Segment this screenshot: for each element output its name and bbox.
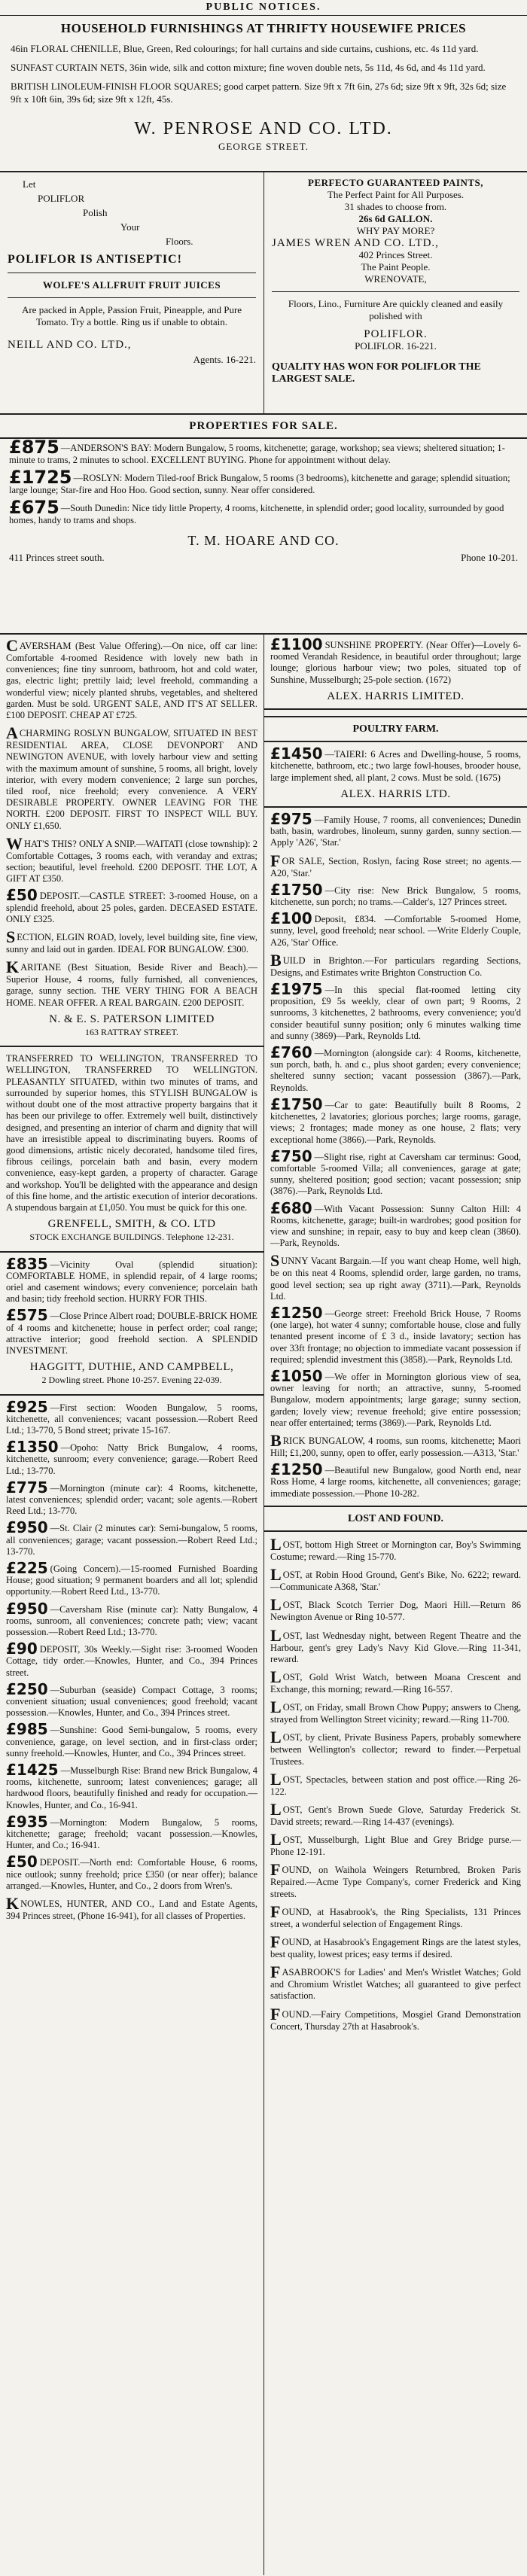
- listing-price: £950: [6, 1518, 48, 1537]
- property-listing: [6, 1254, 257, 1305]
- listing-initial: F: [270, 1932, 281, 1952]
- listing-text: —City rise: New Brick Bungalow, 5 rooms, kitchenette, sun porch; no trams.—Calder's, 127 Princes street.: [270, 885, 521, 908]
- left-column: [0, 635, 264, 2575]
- listing-text: UNNY Vacant Bargain.—If you want cheap Home, well high, be on this neat 4 Rooms, splendid order, large garden, no trams, good level section; sea up right away (3711).—Park, Reynolds Ltd.: [270, 1256, 521, 1302]
- listing-text: UILD in Brighton.—For particulars regarding Sections, Designs, and Estimates write Brighton Construction Co.: [270, 955, 521, 978]
- page-header: PUBLIC NOTICES.: [0, 0, 527, 16]
- listing-price: £225: [6, 1559, 48, 1577]
- listing-text: OUND, on Waihola Weingers Returnbred, Broken Paris Repaired.—Acme Type Company's, corner Frederick and King streets.: [270, 1865, 521, 1899]
- listing-initial: L: [270, 1698, 282, 1717]
- listing-text: —ROSLYN: Modern Tiled-roof Brick Bungalow, 5 rooms (3 bedrooms), kitchenette and garage; splendid situation; large lounge; Star-fire and Hoo Hoo. Good section, sunny. Near offer considered.: [9, 473, 510, 495]
- listing-text: OST, Gent's Brown Suede Glove, Saturday Frederick St. David streets; reward.—Ring 14-437 (evenings).: [270, 1804, 521, 1828]
- property-listing: [270, 1460, 521, 1500]
- wolfes-agents: NEILL AND CO. LTD.,: [8, 339, 132, 351]
- listing-text: CHARMING ROSLYN BUNGALOW, SITUATED IN BEST RESIDENTIAL AREA, CLOSE DEVONPORT AND NEWINGTON AVENUE, with lovely harbour view and setting with the maximum amount of sunshine, 5 rooms, all bright, lovely interior, with every modern convenience; 2 large sun porches, tiled roof, nice freehold; every convenience. A VERY DESIRABLE PROPERTY. OWNER LEAVING FOR THE NORTH. £200 DEPOSIT. FIRST TO INSPECT WILL BUY. ONLY £1,650.: [6, 728, 257, 831]
- household-title: HOUSEHOLD FURNISHINGS AT THRIFTY HOUSEWIFE PRICES: [60, 21, 467, 35]
- property-listing: [270, 1095, 521, 1146]
- listing-price: £1450: [270, 744, 323, 763]
- property-listing: [6, 1306, 257, 1357]
- property-listing: [6, 1894, 257, 1922]
- agent-address: 163 RATTRAY STREET.: [85, 1027, 178, 1038]
- listing-text: OUND, at Hasabrook's, the Ring Specialists, 131 Princes street, a wonderful selection of Engagement Rings.: [270, 1906, 521, 1929]
- listing-text: —Car to gate: Beautifully built 8 Rooms, 2 kitchenettes, 2 lavatories; glorious porches; large rooms, garage, views; 2 frontages; made money as one house, 2 flats; very exceptional home (3866).—Park, Reynolds.: [270, 1099, 521, 1145]
- agent-name: GRENFELL, SMITH, & CO. LTD: [47, 1218, 216, 1231]
- perfecto-quality: QUALITY HAS WON FOR POLIFLOR THE LARGEST SALE.: [272, 361, 481, 385]
- listing-initial: K: [6, 958, 20, 977]
- listing-price: £1725: [9, 467, 72, 488]
- property-listing: [270, 1198, 521, 1250]
- property-listing: [270, 1667, 521, 1695]
- listing-price: £100: [270, 909, 312, 928]
- divider: [0, 1046, 264, 1047]
- wolfes-body: Are packed in Apple, Passion Fruit, Pineapple, and Pure Tomato. Try a bottle. Ring us if unable to obtain.: [21, 304, 242, 327]
- divider: [264, 806, 527, 808]
- property-listing: [270, 950, 521, 979]
- listing-price: £50: [6, 886, 38, 905]
- listing-initial: W: [6, 833, 23, 853]
- property-listing: [270, 635, 521, 686]
- property-listing: [6, 1438, 257, 1477]
- property-listing: [6, 886, 257, 925]
- property-listing: [270, 1430, 521, 1459]
- listing-text: —South Dunedin: Nice tidy little Property, 4 rooms, kitchenette, in splendid order; good locality, surrounded by good homes, handy to trams and shops.: [9, 503, 504, 525]
- agent-contact: [9, 552, 518, 564]
- listing-text: NOWLES, HUNTER, AND CO., Land and Estate Agents, 394 Princes street, (Phone 16-941), for all classes of Properties.: [6, 1899, 257, 1922]
- listing-initial: F: [270, 2004, 281, 2023]
- listing-text: —With Vacant Possession: Sunny Calton Hill: 4 Rooms, kitchenette, garage; built-in wardrobes; good position for view and sunshine; in repair, easy to buy and keep clean (3860).—Park, Reynolds.: [270, 1203, 521, 1249]
- agent-address: STOCK EXCHANGE BUILDINGS. Telephone 12-231.: [29, 1232, 234, 1243]
- listing-price: £835: [6, 1254, 48, 1273]
- divider: [272, 291, 519, 292]
- listing-text: OST, at Robin Hood Ground, Gent's Bike, No. 6222; reward.—Communicate A368, 'Star.': [270, 1570, 521, 1593]
- listing-text: ARITANE (Best Situation, Beside River and Beach).—Superior House, 4 rooms, fully furnished, all conveniences, garage, sunny section. THE VERY THING FOR A BEACH HOME. NEAR OFFER. A REAL BARGAIN. £200 DEPOSIT.: [6, 962, 257, 1008]
- perfecto-line: WHY PAY MORE?: [356, 225, 435, 236]
- property-listing: [270, 1769, 521, 1798]
- properties-title: PROPERTIES FOR SALE.: [0, 415, 527, 439]
- listing-text: —First section: Wooden Bungalow, 5 rooms, kitchenette, all conveniences; vacant possession.—Robert Reed Ltd.; 13-770, 5 Bond street; private 15-167.: [6, 1402, 257, 1436]
- divider: [264, 708, 527, 710]
- listing-price: £1750: [270, 1095, 323, 1113]
- property-listing: [9, 467, 518, 496]
- property-listing: [270, 851, 521, 879]
- listing-text: RICK BUNGALOW, 4 rooms, sun rooms, kitchenette; Maori Hill; £1,200, sunny, open to offer, early possession.—A313, 'Star.': [270, 1435, 521, 1458]
- listing-text: —Mornington (minute car): 4 Rooms, kitchenette, latest conveniences; splendid order; vacant; sole agents.—Robert Reed Ltd.; 13-770.: [6, 1482, 257, 1517]
- listing-initial: L: [270, 1769, 282, 1789]
- household-street: GEORGE STREET.: [218, 141, 309, 152]
- listing-initial: L: [270, 1625, 282, 1645]
- perfecto-ad: [264, 172, 527, 413]
- property-listing: [6, 1397, 257, 1437]
- ad-row: [0, 172, 527, 415]
- listing-price: £1250: [270, 1460, 323, 1479]
- wolfes-title: WOLFE'S ALLFRUIT FRUIT JUICES: [42, 279, 221, 291]
- property-listing: [6, 927, 257, 955]
- listing-text: —Sunshine: Good Semi-bungalow, 5 rooms, every convenience, garage, on level section, and in first-class order; sunny freehold.—Knowles, Hunter, and Co., 394 Princes street.: [6, 1725, 257, 1758]
- listing-price: £1975: [270, 980, 323, 999]
- perfecto-line: The Paint People.: [361, 261, 431, 273]
- listing-text: SUNSHINE PROPERTY. (Near Offer)—Lovely 6-roomed Verandah Residence, in beautiful order throughout; large lounge; glorious harbour view; two poles, situated top of Sunshine, Musselburgh; 25-pole section. (1672): [270, 640, 521, 685]
- divider: [0, 1251, 264, 1253]
- poliflor-antiseptic: POLIFLOR IS ANTISEPTIC!: [8, 253, 182, 266]
- property-listing: [270, 1698, 521, 1725]
- property-listing: [270, 1728, 521, 1767]
- property-listing: [270, 1595, 521, 1623]
- agent-name: ALEX. HARRIS LIMITED.: [327, 690, 465, 702]
- listing-text: —Vicinity Oval (splendid situation): COMFORTABLE HOME, in splendid repair, of 4 large rooms; oriel and casement windows; every convenience; porcelain bath and basin; tidy freehold section. HURRY FOR THIS.: [6, 1259, 257, 1305]
- divider: [0, 1394, 264, 1396]
- listing-price: £250: [6, 1679, 48, 1698]
- listing-text: —Mornington (alongside car): 4 Rooms, kitchenette, sun porch, bath, h. and c., plus shoot garden; every convenience; sheltered sunny section; vacant possession (3867).—Park, Reynolds.: [270, 1048, 521, 1093]
- listing-text: OST, Gold Wrist Watch, between Moana Crescent and Exchange, this morning; reward.—Ring 16-557.: [270, 1672, 521, 1694]
- listing-initial: L: [270, 1595, 282, 1615]
- listing-text: —Opoho: Natty Brick Bungalow, 4 rooms, kitchenette, sunroom; every convenience; garage.—Robert Reed Ltd.; 13-770.: [6, 1442, 257, 1476]
- property-listing: [270, 810, 521, 849]
- listing-text: OR SALE, Section, Roslyn, facing Rose street; no agents.—A20, 'Star.': [270, 855, 521, 878]
- listing-text: Deposit, £834. —Comfortable 5-roomed Home, sunny, level, good freehold; near school. —Write Elderly Couple, A26, 'Star' Office.: [270, 914, 521, 948]
- household-line: 46in FLORAL CHENILLE, Blue, Green, Red colourings; for hall curtains and side curtains, cushions, etc. 4s 11d yard.: [11, 43, 479, 54]
- poliflor-your: Your: [120, 221, 140, 233]
- right-column: [264, 635, 527, 2575]
- listing-text: ASABROOK'S for Ladies' and Men's Wristlet Watches; Gold and Chromium Wristlet Watches; all guaranteed to give perfect satisfaction.: [270, 1967, 521, 2002]
- poliflor-floors: Floors.: [166, 236, 193, 247]
- listing-text: OUND.—Fairy Competitions, Mosgiel Grand Demonstration Concert, Thursday 27th at Hasabrook's.: [270, 2008, 521, 2032]
- property-listing: [270, 1860, 521, 1899]
- property-listing: [270, 744, 521, 784]
- divider: [8, 297, 256, 298]
- agent-name: N. & E. S. PATERSON LIMITED: [49, 1012, 215, 1025]
- listing-initial: B: [270, 950, 282, 970]
- property-listing: [270, 1366, 521, 1429]
- listing-price: £750: [270, 1146, 312, 1165]
- listing-price: £1050: [270, 1366, 323, 1385]
- agent-name: ALEX. HARRIS LTD.: [340, 787, 451, 800]
- listing-initial: S: [270, 1251, 280, 1271]
- listing-text: TRANSFERRED TO WELLINGTON, TRANSFERRED TO WELLINGTON, TRANSFERRED TO WELLINGTON. PLEASANTLY SITUATED, within two minutes of trams, and surrounded by superior homes, this STYLISH BUNGALOW is without doubt one of the most attractive property bargains that it has been our privilege to offer. Extremely well built, distinctively designed, and presenting an interior of charm and dignity that will have an irresistible appeal to discriminating buyers. Rooms of good dimensions, artistic nicely decorated, handsome tiled fires, fibrous ceilings, porcelain bath and basin, every modern convenience, easy-kept garden, a property of character. Garage and workshop. You'll be delighted with the appearance and design of this fine home, and the artistic execution of interior decorations. A stupendous bargain at £1,050. You must be quick for this one.: [6, 1053, 257, 1213]
- property-listing: [270, 1146, 521, 1198]
- listing-initial: F: [270, 1962, 281, 1982]
- property-listing: [270, 1303, 521, 1366]
- property-listing: [270, 1565, 521, 1593]
- listing-text: —TAIERI: 6 Acres and Dwelling-house, 5 rooms, kitchenette, bathroom, etc.; two large fowl-houses, brooder house, large implement shed, all plant, 2 cows. Must be sold. (1675): [270, 749, 521, 783]
- listing-text: DEPOSIT, 30s Weekly.—Sight rise: 3-roomed Wooden Cottage, tidy order.—Knowles, Hunter, and Co., 394 Princes street.: [6, 1644, 257, 1678]
- listing-text: OST, on Friday, small Brown Chow Puppy; answers to Cheng, strayed from Wellington Street vicinity; reward.—Ring 11-700.: [270, 1702, 521, 1725]
- agent-name: HAGGITT, DUTHIE, AND CAMPBELL,: [29, 1361, 234, 1374]
- perfecto-line: 31 shades to choose from.: [344, 201, 447, 212]
- household-line: BRITISH LINOLEUM-FINISH FLOOR SQUARES; good carpet pattern. Size 9ft x 7ft 6in, 27s 6d; size 9ft x 9ft, 32s 6d; size 9ft x 10ft 6in, 39s 6d; size 9ft x 12ft, 45s.: [11, 81, 507, 105]
- property-listing: [270, 2004, 521, 2032]
- property-listing: [9, 437, 518, 466]
- listing-price: £575: [6, 1306, 48, 1325]
- property-listing: [6, 723, 257, 832]
- listing-initial: L: [270, 1534, 282, 1554]
- section-heading: POULTRY FARM.: [264, 716, 527, 742]
- listing-price: £50: [6, 1853, 38, 1871]
- listing-initial: B: [270, 1430, 282, 1450]
- property-listing: [270, 1932, 521, 1960]
- listing-text: (Going Concern).—15-roomed Furnished Boarding House; good situation; 9 permanent boarders and all lot; splendid opportunity.—Robert Reed Ltd., 13-770.: [6, 1564, 257, 1597]
- listing-text: —Caversham Rise (minute car): Natty Bungalow, 4 rooms, sunroom, all conveniences; concrete path; view; vacant possession.—Robert Reed Ltd.; 13-770.: [6, 1603, 257, 1638]
- listing-text: —ANDERSON'S BAY: Modern Bungalow, 5 rooms, kitchenette; garage, workshop; sea views; sheltered situation; 1-minute to trams, 2 minutes to school. EXCELLENT BUYING. Phone for appointment without delay.: [9, 443, 505, 465]
- perfecto-line: 402 Princes Street.: [358, 249, 433, 260]
- property-listing: [6, 1640, 257, 1679]
- property-listing: [9, 497, 518, 526]
- listing-text: —Beautiful new Bungalow, good North end, near Ross Home, 4 large rooms, kitchenette, all conveniences; garage; immediate possession.—Phone 10-282.: [270, 1465, 521, 1499]
- listing-price: £675: [9, 497, 59, 518]
- poliflor-name: POLIFLOR: [38, 193, 85, 204]
- property-listing: [270, 1251, 521, 1302]
- listing-text: OUND, at Hasabrook's Engagement Rings are the latest styles, best quality, lowest prices; easy terms if desired.: [270, 1937, 521, 1960]
- listing-text: HAT'S THIS? ONLY A SNIP.—WAITATI (close township): 2 Comfortable Cottages, 3 rooms each, with veranday and extras; section; beautiful, level freehold. £200 DEPOSIT. THE LOT, A GIFT AT £350.: [6, 838, 257, 885]
- listing-text: —We offer in Mornington glorious view of sea, owner leaving for north; an attractive, sunny, 5-roomed Bungalow, modern appointments; large garage; sunny section, garden; lovely view; revenue freehold; give entire possession; near offer entertained; terms (3869).—Park, Reynolds Ltd.: [270, 1371, 521, 1428]
- listing-initial: S: [6, 927, 16, 947]
- wolfes-agents-sub: Agents. 16-221.: [193, 354, 256, 365]
- listing-price: £925: [6, 1397, 48, 1416]
- property-listing: [270, 1902, 521, 1930]
- listing-price: £950: [6, 1599, 48, 1618]
- listing-price: £1100: [270, 635, 323, 653]
- listing-initial: F: [270, 851, 281, 870]
- property-listing: [6, 1679, 257, 1719]
- listing-initial: C: [6, 636, 18, 655]
- listing-price: £985: [6, 1720, 48, 1739]
- household-firm: W. PENROSE AND CO. LTD.: [134, 119, 393, 139]
- listing-price: £1425: [6, 1761, 59, 1780]
- listing-text: AVERSHAM (Best Value Offering).—On nice, off car line: Comfortable 4-roomed Residence with lovely new bath in conveniences; fine tiny sunroom, bathroom, hot and cold water, gas, electric light; prettily laid; level freehold, commanding a wonderful view; nicely planted shrubs, vegetables, and sheltered garden. Must be sold. URGENT SALE, AND IT'S AT SELLER. £100 DEPOSIT. CHEAP AT £725.: [6, 641, 257, 721]
- listing-text: —Slight rise, right at Caversham car terminus: Good, comfortable 5-roomed Villa; all conveniences, garage at gate; sunny, sheltered position; good section; vacant possession; snip (3876).—Park, Reynolds Ltd.: [270, 1151, 521, 1197]
- listing-text: OST, Spectacles, between station and post office.—Ring 26-122.: [270, 1774, 521, 1797]
- listing-initial: A: [6, 723, 18, 743]
- perfecto-line: 26s 6d GALLON.: [358, 213, 433, 224]
- perfecto-line: The Perfect Paint for All Purposes.: [327, 189, 465, 200]
- listing-text: OST, by client, Private Business Papers, probably somewhere between Wellington's collector; reward to finder.—Perpetual Trustees.: [270, 1732, 521, 1767]
- listing-text: —Suburban (seaside) Compact Cottage, 3 rooms; convenient situation; usual conveniences; good freehold; vacant possession.—Knowles, Hunter, and Co., 394 Princes street.: [6, 1684, 257, 1719]
- property-listing: [6, 1478, 257, 1518]
- listing-price: £1250: [270, 1303, 323, 1322]
- household-line: SUNFAST CURTAIN NETS, 36in wide, silk and cotton mixture; fine woven double nets, 5s 11d, 4s 6d, and 4s 11d yard.: [11, 62, 486, 73]
- hoare-ad: [0, 439, 527, 635]
- property-listing: [270, 1962, 521, 2002]
- property-listing: [270, 909, 521, 948]
- property-listing: [270, 1625, 521, 1665]
- listing-text: —Mornington: Modern Bungalow, 5 rooms, kitchenette; garage; freehold; vacant possession.—Knowles, Hunter, and Co.; 16-941.: [6, 1816, 257, 1851]
- property-listing: [270, 1800, 521, 1828]
- property-listing: [270, 1534, 521, 1563]
- listing-initial: L: [270, 1800, 282, 1819]
- property-listing: [270, 880, 521, 908]
- listing-price: £1350: [6, 1438, 59, 1457]
- listing-text: DEPOSIT.—North end: Comfortable House, 6 rooms, nice outlook; sunny freehold; price £350 (or near offer); balance arranged.—Knowles, Hunter, and Co., 2 doors from Wren's.: [6, 1857, 257, 1891]
- agent-address: 2 Dowling street. Phone 10-257. Evening 22-039.: [41, 1375, 222, 1386]
- listing-text: —Family House, 7 rooms, all conveniences; Dunedin bath, basin, wardrobes, linoleum, sunny garden, sunny section.—Apply 'A26', 'Star.': [270, 815, 521, 848]
- listing-text: OST, last Wednesday night, between Regent Theatre and the Harbour, gent's grey Lady's Navy Kid Glove.—Ring 11-341, reward.: [270, 1630, 521, 1664]
- listing-initial: F: [270, 1902, 281, 1921]
- listing-text: —St. Clair (2 minutes car): Semi-bungalow, 5 rooms, all conveniences; garage; vacant possession.—Robert Reed Ltd.; 13-770.: [6, 1523, 257, 1557]
- property-listing: [6, 1518, 257, 1557]
- perfecto-poliflor: POLIFLOR.: [364, 328, 428, 340]
- listing-price: £90: [6, 1640, 38, 1658]
- property-listing: [6, 636, 257, 721]
- household-ad: [0, 16, 527, 172]
- perfecto-line: WRENOVATE,: [364, 273, 427, 285]
- listing-initial: K: [6, 1894, 20, 1914]
- listing-initial: L: [270, 1728, 282, 1747]
- listing-initial: L: [270, 1830, 282, 1850]
- section-heading: LOST AND FOUND.: [264, 1506, 527, 1532]
- listing-initial: L: [270, 1667, 282, 1686]
- perfecto-floors: Floors, Lino., Furniture Are quickly cleaned and easily polished with: [288, 298, 504, 321]
- listing-price: £935: [6, 1812, 48, 1831]
- listing-text: OST, bottom High Street or Mornington car, Boy's Swimming Costume; reward.—Ring 15-770.: [270, 1539, 521, 1562]
- listing-price: £1750: [270, 880, 323, 899]
- listing-initial: F: [270, 1860, 281, 1880]
- listing-text: OST, Musselburgh, Light Blue and Grey Bridge purse.—Phone 12-191.: [270, 1835, 521, 1858]
- property-listing: [6, 1720, 257, 1759]
- listing-text: DEPOSIT.—CASTLE STREET: 3-roomed House, on a splendid freehold, about 25 poles, garden. DECEASED ESTATE. ONLY £325.: [6, 891, 257, 924]
- poliflor-polish: Polish: [83, 207, 108, 218]
- listing-initial: L: [270, 1565, 282, 1585]
- property-listing: [270, 980, 521, 1042]
- perfecto-title: PERFECTO GUARANTEED PAINTS,: [308, 177, 483, 188]
- property-listing: [6, 1559, 257, 1598]
- listing-text: —Musselburgh Rise: Brand new Brick Bungalow, 4 rooms, kitchenette, sunroom; latest conveniences; garage; all hardwood floors, beautifully finished and ready for occupation.—Knowles, Hunter, and Co., 16-941.: [6, 1765, 257, 1810]
- listing-text: OST, Black Scotch Terrier Dog, Maori Hill.—Return 86 Newington Avenue or Ring 10-577.: [270, 1600, 521, 1623]
- property-listing: [6, 1053, 257, 1213]
- poliflor-let: Let: [23, 178, 36, 190]
- property-listing: [6, 1761, 257, 1811]
- poliflor-ad: [0, 172, 264, 413]
- property-listing: [270, 1043, 521, 1094]
- agent-phone: Phone 10-201.: [461, 551, 518, 563]
- listing-price: £875: [9, 437, 59, 458]
- listing-price: £975: [270, 810, 312, 829]
- listing-price: £775: [6, 1478, 48, 1497]
- property-listing: [6, 1812, 257, 1852]
- property-listing: [6, 1853, 257, 1892]
- listing-text: ECTION, ELGIN ROAD, lovely, level building site, fine view, sunny and laid out in garden. IDEAL FOR BUNGALOW. £300.: [6, 932, 257, 955]
- listings-columns: [0, 635, 527, 2575]
- perfecto-line: JAMES WREN AND CO. LTD.,: [272, 237, 439, 249]
- property-listing: [6, 1599, 257, 1639]
- listing-price: £760: [270, 1043, 312, 1062]
- perfecto-phone: POLIFLOR. 16-221.: [355, 340, 437, 352]
- agent-name: T. M. HOARE AND CO.: [187, 533, 340, 548]
- listing-text: —In this special flat-roomed letting city proposition, £9 5s weekly, clear of own part; 9 Rooms, 2 sunrooms, 3 kitchenettes, 2 bathrooms, every convenience; you'd consider beautiful sunny position; only 6 minutes walking time and sunny (3869)—Park, Reynolds Ltd.: [270, 985, 521, 1041]
- property-listing: [6, 958, 257, 1009]
- property-listing: [270, 1830, 521, 1858]
- agent-address: 411 Princes street south.: [9, 551, 105, 563]
- listing-price: £680: [270, 1198, 312, 1217]
- listing-text: —George street: Freehold Brick House, 7 Rooms (one large), hot water 4 sunny; comfortable house, close and fully tenanted present income of £ 3 d., inside lavatory; section has over 33ft frontage; no objection to immediate vacant possession if required; splendid investment this (3858).—Park, Reynolds Ltd.: [270, 1308, 521, 1365]
- listing-text: —Close Prince Albert road; DOUBLE-BRICK HOME of 4 rooms and kitchenette; house in perfect order; coal range; attractive interior; good freehold section. A SPLENDID INVESTMENT.: [6, 1311, 257, 1356]
- property-listing: [6, 833, 257, 885]
